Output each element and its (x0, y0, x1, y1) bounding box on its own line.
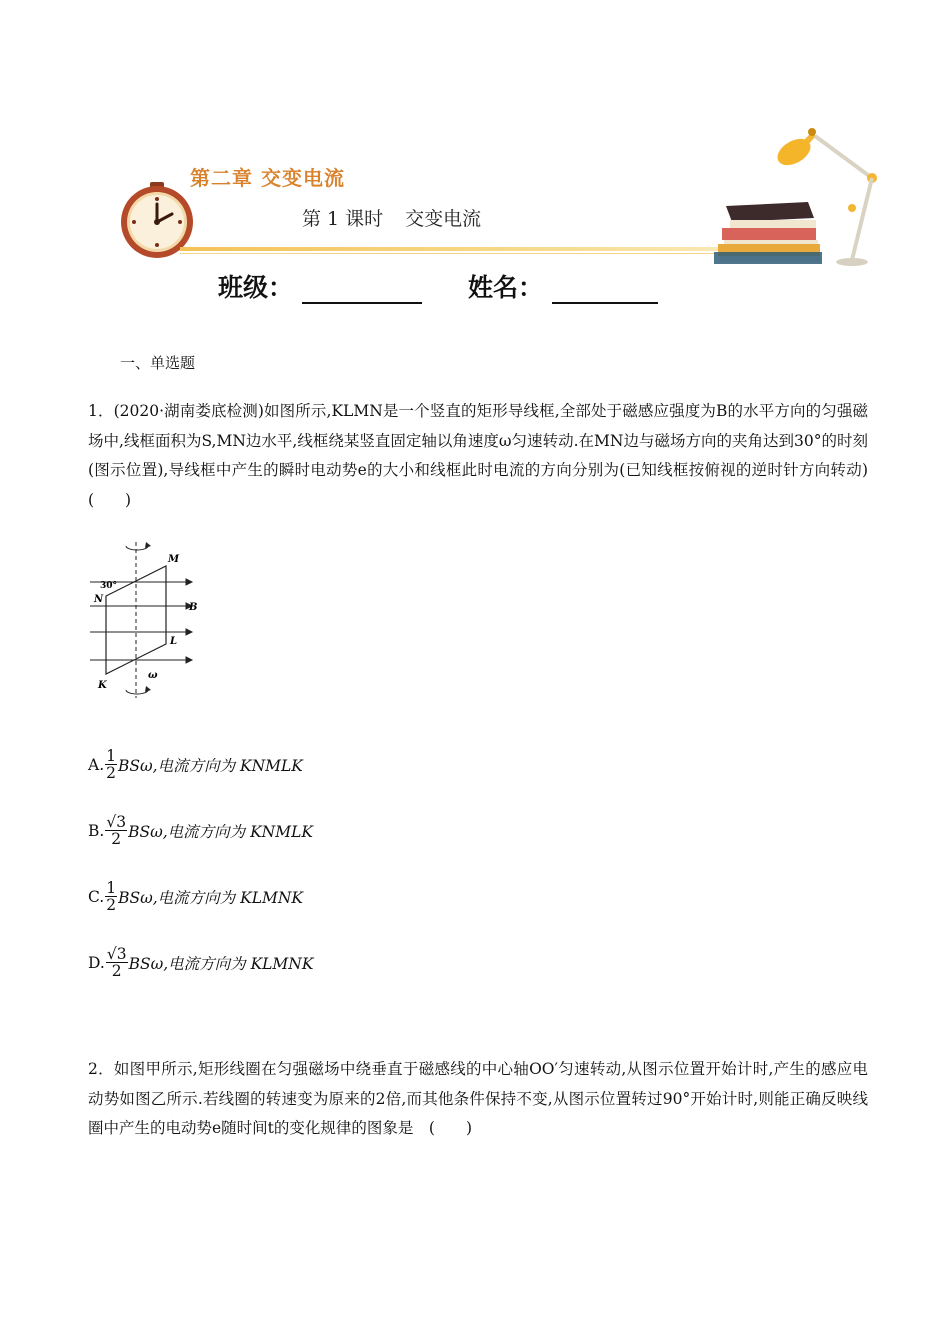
option-c-numerator: 1 (106, 879, 117, 897)
lesson-title (302, 204, 503, 231)
option-b-numerator: √3 (106, 813, 127, 831)
option-d[interactable] (88, 946, 313, 980)
label-L: L (170, 636, 178, 647)
option-c-denominator: 2 (106, 896, 117, 915)
option-a-denominator: 2 (106, 764, 116, 783)
section-title: 一、单选题 (120, 354, 196, 372)
class-blank[interactable] (302, 278, 422, 304)
class-field (218, 268, 422, 304)
option-d-letter: D. (88, 953, 105, 972)
option-c-letter: C. (88, 887, 105, 906)
option-a-letter: A. (88, 755, 105, 774)
option-d-numerator: √3 (106, 945, 127, 963)
option-a[interactable] (88, 748, 303, 782)
question-1-text: (2020·湖南娄底检测)如图所示,KLMN是一个竖直的矩形导线框,全部处于磁感应强度为B的水平方向的匀强磁场中,线框面积为S,MN边水平,线框绕某竖直固定轴以角速度ω匀速转动.在MN边与磁场方向的夹角达到30°的时刻(图示位置),导线框中产生的瞬时电动势e的大小和线框此时电流的方向分别为(已知线框按俯视的逆时针方向转动) ( ) (88, 402, 900, 509)
header-rule-thin (180, 253, 720, 254)
label-B: B (189, 602, 198, 613)
q1-figure (88, 536, 208, 702)
option-b-text: BSω,电流方向为 KNMLK (128, 822, 313, 841)
label-K: K (98, 680, 107, 691)
option-b-denominator: 2 (111, 830, 122, 849)
label-omega: ω (148, 670, 158, 681)
question-1-number: 1． (88, 402, 114, 420)
name-field (468, 268, 658, 304)
option-a-text: BSω,电流方向为 KNMLK (118, 756, 303, 775)
option-d-denominator: 2 (111, 962, 122, 981)
label-N: N (94, 594, 104, 605)
lesson-name: 交变电流 (405, 208, 482, 230)
option-b-letter: B. (88, 821, 105, 840)
question-2 (88, 1055, 868, 1144)
question-2-text: 如图甲所示,矩形线圈在匀强磁场中绕垂直于磁感线的中心轴OO′匀速转动,从图示位置开始计时,产生的感应电动势如图乙所示.若线圈的转速变为原来的2倍,而其他条件保持不变,从图示位置转过90°开始计时,则能正确反映线圈中产生的电动势e随时间t的变化规律的图象是 ( ) (88, 1060, 868, 1137)
option-b[interactable] (88, 814, 313, 848)
option-a-fraction (105, 748, 117, 782)
label-angle: 30° (100, 581, 118, 591)
lesson-number: 第 1 课时 (302, 208, 384, 230)
chapter-title: 第二章 交变电流 (190, 166, 345, 190)
name-label: 姓名： (468, 273, 544, 302)
option-d-text: BSω,电流方向为 KLMNK (128, 954, 314, 973)
option-c[interactable] (88, 880, 303, 914)
name-blank[interactable] (552, 278, 658, 304)
books-lamp-icon (712, 122, 882, 268)
option-d-fraction (106, 946, 128, 980)
option-b-fraction (105, 814, 127, 848)
question-2-number: 2． (88, 1060, 114, 1078)
option-c-fraction (105, 880, 117, 914)
class-label: 班级： (218, 273, 294, 302)
header-rule (180, 247, 740, 251)
label-M: M (168, 554, 180, 565)
question-1 (88, 397, 900, 515)
option-a-numerator: 1 (106, 747, 116, 765)
option-c-text: BSω,电流方向为 KLMNK (118, 888, 303, 907)
